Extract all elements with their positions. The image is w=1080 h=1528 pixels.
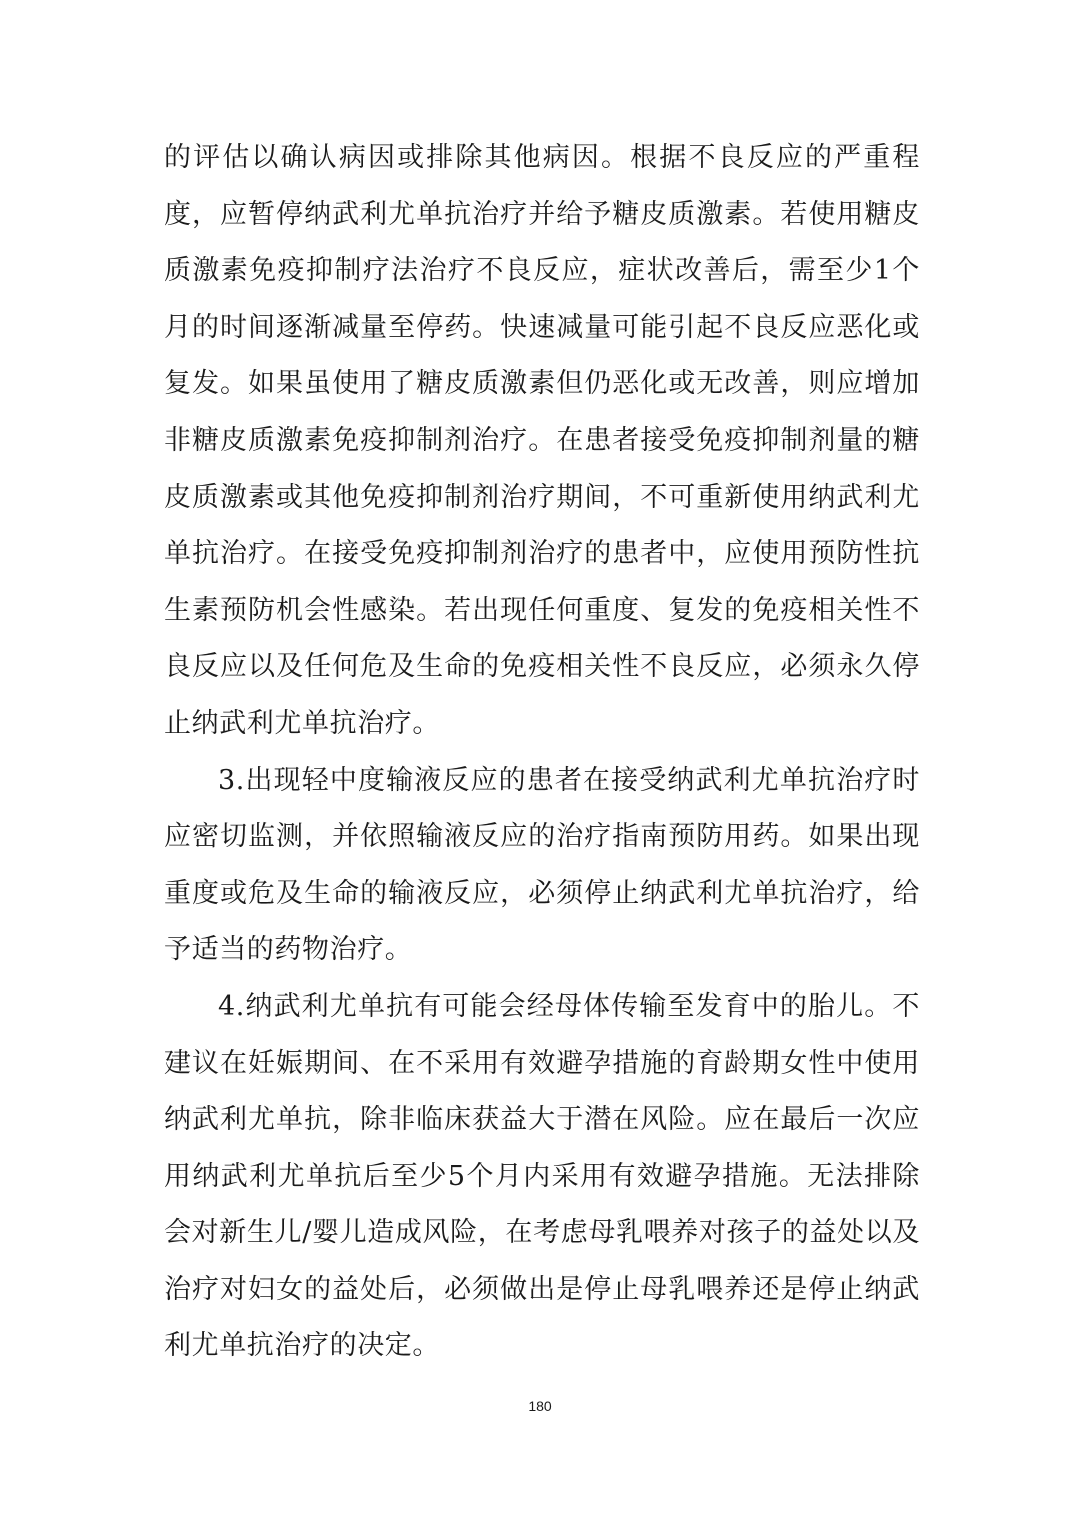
page-body: [164, 130, 920, 1375]
paragraph-item-4: 4.纳武利尤单抗有可能会经母体传输至发育中的胎儿。不建议在妊娠期间、在不采用有效避孕措施的育龄期女性中使用纳武利尤单抗，除非临床获益大于潜在风险。应在最后一次应用纳武利尤单抗后至少5个月内采用有效避孕措施。无法排除会对新生儿/婴儿造成风险，在考虑母乳喂养对孩子的益处以及治疗对妇女的益处后，必须做出是停止母乳喂养还是停止纳武利尤单抗治疗的决定。: [164, 990, 920, 1362]
paragraph-continuation: 的评估以确认病因或排除其他病因。根据不良反应的严重程度，应暂停纳武利尤单抗治疗并给予糖皮质激素。若使用糖皮质激素免疫抑制疗法治疗不良反应，症状改善后，需至少1个月的时间逐渐减量至停药。快速减量可能引起不良反应恶化或复发。如果虽使用了糖皮质激素但仍恶化或无改善，则应增加非糖皮质激素免疫抑制剂治疗。在患者接受免疫抑制剂量的糖皮质激素或其他免疫抑制剂治疗期间，不可重新使用纳武利尤单抗治疗。在接受免疫抑制剂治疗的患者中，应使用预防性抗生素预防机会性感染。若出现任何重度、复发的免疫相关性不良反应以及任何危及生命的免疫相关性不良反应，必须永久停止纳武利尤单抗治疗。: [164, 142, 920, 739]
page-number: 180: [528, 1398, 552, 1414]
paragraph-item-3: 3.出现轻中度输液反应的患者在接受纳武利尤单抗治疗时应密切监测，并依照输液反应的治疗指南预防用药。如果出现重度或危及生命的输液反应，必须停止纳武利尤单抗治疗，给予适当的药物治疗。: [164, 764, 920, 966]
